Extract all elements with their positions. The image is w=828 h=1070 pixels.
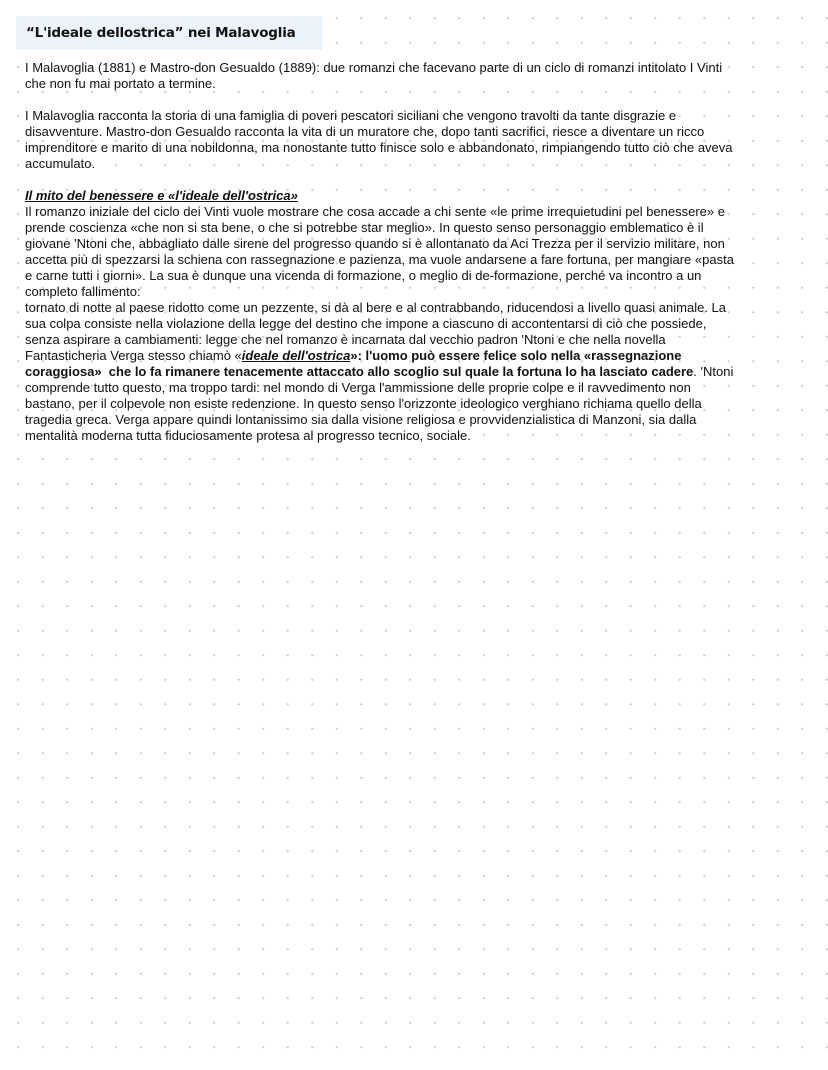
text-line (25, 156, 815, 172)
text-line (25, 364, 815, 380)
text-line (25, 60, 815, 76)
emphasized-text: coraggiosa» che lo fa rimanere tenacemente attaccato allo scoglio sul quale la fortuna lo ha lasciato cadere (25, 364, 694, 379)
text-line (25, 396, 815, 412)
text-line (25, 204, 815, 220)
text-line (25, 252, 815, 268)
text-line (25, 316, 815, 332)
text-line (25, 428, 815, 444)
text-segment: Il romanzo iniziale del ciclo dei Vinti vuole mostrare che cosa accade a chi sente «le prime irrequietudini pel benessere» e (25, 204, 725, 219)
text-segment: prende coscienza «che non si sta bene, o che si potrebbe star meglio». In questo senso personaggio emblematico è il (25, 220, 704, 235)
text-segment: e carne tutti i giorni». La sua è dunque una vicenda di formazione, o meglio di de-formazione, perché va incontro a un (25, 268, 702, 283)
text-segment: mentalità moderna tutta fiduciosamente protesa al progresso tecnico, sociale. (25, 428, 471, 443)
document-body (25, 60, 815, 444)
text-line (25, 300, 815, 316)
text-line (25, 332, 815, 348)
text-line (25, 76, 815, 92)
paragraph (25, 108, 815, 172)
text-segment: accumulato. (25, 156, 96, 171)
text-segment: sua colpa consiste nella violazione della legge del destino che impone a ciascuno di accontentarsi di ciò che possiede, (25, 316, 707, 331)
text-segment: che non fu mai portato a termine. (25, 76, 216, 91)
text-line (25, 140, 815, 156)
text-segment: senza aspirare a cambiamenti: legge che nel romanzo è incarnata dal vecchio padron 'Ntoni e che nella novella (25, 332, 666, 347)
text-segment: disavventure. Mastro-don Gesualdo racconta la vita di un muratore che, dopo tanti sacrifici, riesce a diventare un ricco (25, 124, 705, 139)
emphasized-text: »: l'uomo può essere felice solo nella «rassegnazione (350, 348, 682, 363)
paragraph (25, 60, 815, 92)
text-line (25, 108, 815, 124)
text-line (25, 236, 815, 252)
text-line (25, 380, 815, 396)
text-segment: . 'Ntoni (693, 364, 734, 379)
text-line (25, 412, 815, 428)
emphasized-text: ideale dell'ostrica (241, 348, 351, 363)
title-banner (16, 16, 322, 50)
text-segment: I Malavoglia racconta la storia di una famiglia di poveri pescatori siciliani che vengono travolti da tante disgrazie e (25, 108, 677, 123)
text-segment: bastano, per il colpevole non esiste redenzione. In questo senso l'orizzonte ideologico verghiano richiama quello della (25, 396, 702, 411)
text-segment: I Malavoglia (1881) e Mastro-don Gesualdo (1889): due romanzi che facevano parte di un ciclo di romanzi intitolato I Vinti (25, 60, 723, 75)
text-segment: tragedia greca. Verga appare quindi lontanissimo sia dalla visione religiosa e provvidenzialistica di Manzoni, sia dalla (25, 412, 697, 427)
emphasized-text: Il mito del benessere e «l'ideale dell'ostrica» (25, 188, 298, 203)
text-line (25, 220, 815, 236)
text-segment: comprende tutto questo, ma troppo tardi: nel mondo di Verga l'ammissione delle proprie colpe e il ravvedimento non (25, 380, 691, 395)
text-line (25, 124, 815, 140)
paragraph-gap (25, 92, 815, 108)
page-title: “L'ideale dellostrica” nei Malavoglia (26, 25, 296, 41)
section-oyster-ideal (25, 188, 815, 444)
text-segment: tornato di notte al paese ridotto come un pezzente, si dà al bere e al contrabbando, riducendosi a livello quasi animale. La (25, 300, 727, 315)
text-segment: giovane 'Ntoni che, abbagliato dalle sirene del progresso quando si è allontanato da Aci Trezza per il servizio militare, non (25, 236, 725, 251)
text-segment: Fantasticheria Verga stesso chiamò « (25, 348, 242, 363)
text-line (25, 348, 815, 364)
text-segment: completo fallimento: (25, 284, 141, 299)
paragraph-gap (25, 172, 815, 188)
section-heading (25, 188, 815, 204)
text-line (25, 268, 815, 284)
text-segment: imprenditore e marito di una nobildonna, ma nonostante tutto finisce solo e abbandonato, rimpiangendo tutto ciò che aveva (25, 140, 733, 155)
text-line (25, 284, 815, 300)
text-segment: accetta più di spezzarsi la schiena con rassegnazione e pazienza, ma vuole andarsene a fare fortuna, per mangiare «pasta (25, 252, 734, 267)
